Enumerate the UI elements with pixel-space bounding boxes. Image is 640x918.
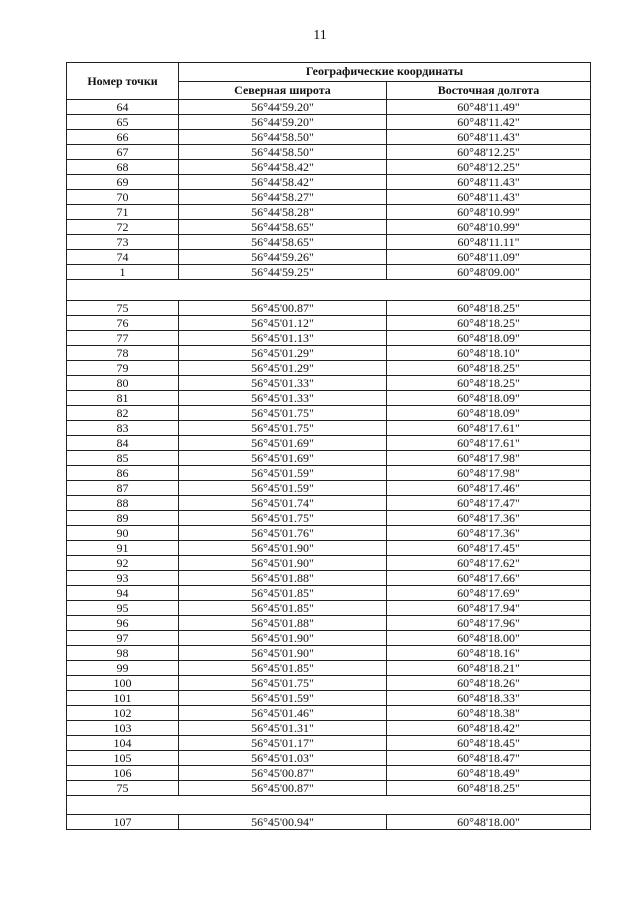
table-row bbox=[67, 526, 591, 541]
longitude-cell: 60°48'11.42" bbox=[387, 115, 591, 130]
point-number-cell: 104 bbox=[67, 736, 179, 751]
longitude-cell: 60°48'18.25" bbox=[387, 781, 591, 796]
longitude-cell: 60°48'11.43" bbox=[387, 175, 591, 190]
table-row bbox=[67, 190, 591, 205]
point-number-cell: 83 bbox=[67, 421, 179, 436]
table-row bbox=[67, 556, 591, 571]
latitude-cell: 56°45'00.87" bbox=[179, 301, 387, 316]
point-number-cell: 102 bbox=[67, 706, 179, 721]
longitude-cell: 60°48'11.49" bbox=[387, 100, 591, 115]
point-number-cell: 96 bbox=[67, 616, 179, 631]
separator-cell bbox=[67, 280, 591, 301]
point-number-cell: 86 bbox=[67, 466, 179, 481]
longitude-cell: 60°48'18.49" bbox=[387, 766, 591, 781]
longitude-cell: 60°48'12.25" bbox=[387, 160, 591, 175]
table-row bbox=[67, 451, 591, 466]
longitude-cell: 60°48'18.00" bbox=[387, 815, 591, 830]
point-number-cell: 66 bbox=[67, 130, 179, 145]
point-number-cell: 89 bbox=[67, 511, 179, 526]
latitude-cell: 56°44'58.50" bbox=[179, 130, 387, 145]
point-number-cell: 70 bbox=[67, 190, 179, 205]
point-number-cell: 90 bbox=[67, 526, 179, 541]
latitude-cell: 56°45'01.29" bbox=[179, 361, 387, 376]
longitude-cell: 60°48'18.45" bbox=[387, 736, 591, 751]
latitude-cell: 56°45'01.75" bbox=[179, 421, 387, 436]
table-row bbox=[67, 175, 591, 190]
latitude-cell: 56°44'59.25" bbox=[179, 265, 387, 280]
point-number-cell: 100 bbox=[67, 676, 179, 691]
longitude-cell: 60°48'17.69" bbox=[387, 586, 591, 601]
latitude-cell: 56°45'01.59" bbox=[179, 481, 387, 496]
table-row bbox=[67, 766, 591, 781]
point-number-cell: 87 bbox=[67, 481, 179, 496]
latitude-cell: 56°45'01.76" bbox=[179, 526, 387, 541]
point-number-cell: 71 bbox=[67, 205, 179, 220]
section-separator bbox=[67, 280, 591, 301]
point-number-cell: 67 bbox=[67, 145, 179, 160]
header-east-longitude: Восточная долгота bbox=[387, 81, 591, 100]
latitude-cell: 56°44'58.42" bbox=[179, 160, 387, 175]
point-number-cell: 107 bbox=[67, 815, 179, 830]
table-row bbox=[67, 661, 591, 676]
table-row bbox=[67, 496, 591, 511]
point-number-cell: 97 bbox=[67, 631, 179, 646]
table-row bbox=[67, 511, 591, 526]
point-number-cell: 99 bbox=[67, 661, 179, 676]
latitude-cell: 56°45'01.75" bbox=[179, 511, 387, 526]
longitude-cell: 60°48'18.33" bbox=[387, 691, 591, 706]
point-number-cell: 81 bbox=[67, 391, 179, 406]
longitude-cell: 60°48'11.43" bbox=[387, 190, 591, 205]
latitude-cell: 56°45'01.90" bbox=[179, 646, 387, 661]
longitude-cell: 60°48'18.38" bbox=[387, 706, 591, 721]
longitude-cell: 60°48'17.46" bbox=[387, 481, 591, 496]
longitude-cell: 60°48'18.16" bbox=[387, 646, 591, 661]
longitude-cell: 60°48'18.21" bbox=[387, 661, 591, 676]
table-row bbox=[67, 721, 591, 736]
longitude-cell: 60°48'18.26" bbox=[387, 676, 591, 691]
point-number-cell: 106 bbox=[67, 766, 179, 781]
point-number-cell: 91 bbox=[67, 541, 179, 556]
table-row bbox=[67, 436, 591, 451]
header-geo-coordinates: Географические координаты bbox=[179, 63, 591, 82]
point-number-cell: 68 bbox=[67, 160, 179, 175]
longitude-cell: 60°48'17.98" bbox=[387, 451, 591, 466]
longitude-cell: 60°48'18.09" bbox=[387, 406, 591, 421]
table-row bbox=[67, 706, 591, 721]
longitude-cell: 60°48'11.43" bbox=[387, 130, 591, 145]
table-row bbox=[67, 316, 591, 331]
coordinates-table bbox=[66, 62, 591, 830]
point-number-cell: 94 bbox=[67, 586, 179, 601]
point-number-cell: 76 bbox=[67, 316, 179, 331]
point-number-cell: 82 bbox=[67, 406, 179, 421]
table-row bbox=[67, 601, 591, 616]
latitude-cell: 56°45'01.88" bbox=[179, 616, 387, 631]
longitude-cell: 60°48'17.45" bbox=[387, 541, 591, 556]
longitude-cell: 60°48'18.09" bbox=[387, 391, 591, 406]
latitude-cell: 56°45'01.03" bbox=[179, 751, 387, 766]
longitude-cell: 60°48'18.42" bbox=[387, 721, 591, 736]
latitude-cell: 56°45'01.33" bbox=[179, 376, 387, 391]
latitude-cell: 56°45'01.85" bbox=[179, 661, 387, 676]
latitude-cell: 56°45'01.88" bbox=[179, 571, 387, 586]
table-row bbox=[67, 130, 591, 145]
latitude-cell: 56°45'01.59" bbox=[179, 466, 387, 481]
latitude-cell: 56°44'58.27" bbox=[179, 190, 387, 205]
latitude-cell: 56°45'01.85" bbox=[179, 586, 387, 601]
table-row bbox=[67, 145, 591, 160]
longitude-cell: 60°48'17.94" bbox=[387, 601, 591, 616]
point-number-cell: 103 bbox=[67, 721, 179, 736]
latitude-cell: 56°45'01.13" bbox=[179, 331, 387, 346]
longitude-cell: 60°48'17.36" bbox=[387, 511, 591, 526]
longitude-cell: 60°48'18.25" bbox=[387, 316, 591, 331]
longitude-cell: 60°48'17.47" bbox=[387, 496, 591, 511]
longitude-cell: 60°48'10.99" bbox=[387, 220, 591, 235]
latitude-cell: 56°45'01.90" bbox=[179, 556, 387, 571]
point-number-cell: 88 bbox=[67, 496, 179, 511]
table-row bbox=[67, 781, 591, 796]
point-number-cell: 78 bbox=[67, 346, 179, 361]
latitude-cell: 56°45'00.87" bbox=[179, 766, 387, 781]
header-point-number: Номер точки bbox=[67, 63, 179, 100]
latitude-cell: 56°45'01.75" bbox=[179, 676, 387, 691]
point-number-cell: 74 bbox=[67, 250, 179, 265]
point-number-cell: 64 bbox=[67, 100, 179, 115]
latitude-cell: 56°45'01.75" bbox=[179, 406, 387, 421]
table-row bbox=[67, 571, 591, 586]
point-number-cell: 75 bbox=[67, 301, 179, 316]
longitude-cell: 60°48'09.00" bbox=[387, 265, 591, 280]
longitude-cell: 60°48'17.61" bbox=[387, 436, 591, 451]
table-row bbox=[67, 631, 591, 646]
point-number-cell: 95 bbox=[67, 601, 179, 616]
table-row bbox=[67, 160, 591, 175]
point-number-cell: 93 bbox=[67, 571, 179, 586]
table-row bbox=[67, 616, 591, 631]
point-number-cell: 79 bbox=[67, 361, 179, 376]
latitude-cell: 56°44'59.20" bbox=[179, 100, 387, 115]
table-row bbox=[67, 250, 591, 265]
latitude-cell: 56°45'01.90" bbox=[179, 631, 387, 646]
latitude-cell: 56°44'59.26" bbox=[179, 250, 387, 265]
table-row bbox=[67, 751, 591, 766]
latitude-cell: 56°45'01.17" bbox=[179, 736, 387, 751]
longitude-cell: 60°48'18.09" bbox=[387, 331, 591, 346]
table-row bbox=[67, 235, 591, 250]
page-number: 11 bbox=[313, 28, 327, 43]
point-number-cell: 73 bbox=[67, 235, 179, 250]
longitude-cell: 60°48'10.99" bbox=[387, 205, 591, 220]
point-number-cell: 69 bbox=[67, 175, 179, 190]
table-row bbox=[67, 376, 591, 391]
table-row bbox=[67, 586, 591, 601]
table-row bbox=[67, 361, 591, 376]
latitude-cell: 56°45'01.74" bbox=[179, 496, 387, 511]
table-header bbox=[67, 63, 591, 100]
longitude-cell: 60°48'17.66" bbox=[387, 571, 591, 586]
latitude-cell: 56°45'01.85" bbox=[179, 601, 387, 616]
longitude-cell: 60°48'18.10" bbox=[387, 346, 591, 361]
longitude-cell: 60°48'17.98" bbox=[387, 466, 591, 481]
latitude-cell: 56°45'01.12" bbox=[179, 316, 387, 331]
table-row bbox=[67, 646, 591, 661]
table-row bbox=[67, 541, 591, 556]
table-row bbox=[67, 815, 591, 830]
point-number-cell: 80 bbox=[67, 376, 179, 391]
header-north-latitude: Северная широта bbox=[179, 81, 387, 100]
latitude-cell: 56°45'00.94" bbox=[179, 815, 387, 830]
longitude-cell: 60°48'18.00" bbox=[387, 631, 591, 646]
latitude-cell: 56°45'01.59" bbox=[179, 691, 387, 706]
point-number-cell: 84 bbox=[67, 436, 179, 451]
latitude-cell: 56°44'58.28" bbox=[179, 205, 387, 220]
latitude-cell: 56°45'01.90" bbox=[179, 541, 387, 556]
latitude-cell: 56°44'58.42" bbox=[179, 175, 387, 190]
longitude-cell: 60°48'17.61" bbox=[387, 421, 591, 436]
point-number-cell: 105 bbox=[67, 751, 179, 766]
point-number-cell: 85 bbox=[67, 451, 179, 466]
table-row bbox=[67, 691, 591, 706]
table-row bbox=[67, 421, 591, 436]
latitude-cell: 56°45'01.33" bbox=[179, 391, 387, 406]
latitude-cell: 56°44'58.65" bbox=[179, 235, 387, 250]
table-row bbox=[67, 736, 591, 751]
longitude-cell: 60°48'17.36" bbox=[387, 526, 591, 541]
table-row bbox=[67, 265, 591, 280]
latitude-cell: 56°45'01.31" bbox=[179, 721, 387, 736]
latitude-cell: 56°45'00.87" bbox=[179, 781, 387, 796]
point-number-cell: 75 bbox=[67, 781, 179, 796]
table-row bbox=[67, 481, 591, 496]
latitude-cell: 56°44'59.20" bbox=[179, 115, 387, 130]
point-number-cell: 72 bbox=[67, 220, 179, 235]
table-row bbox=[67, 205, 591, 220]
longitude-cell: 60°48'18.47" bbox=[387, 751, 591, 766]
table-row bbox=[67, 391, 591, 406]
table-row bbox=[67, 301, 591, 316]
latitude-cell: 56°45'01.29" bbox=[179, 346, 387, 361]
point-number-cell: 1 bbox=[67, 265, 179, 280]
longitude-cell: 60°48'11.09" bbox=[387, 250, 591, 265]
point-number-cell: 77 bbox=[67, 331, 179, 346]
point-number-cell: 98 bbox=[67, 646, 179, 661]
longitude-cell: 60°48'17.62" bbox=[387, 556, 591, 571]
table-row bbox=[67, 331, 591, 346]
longitude-cell: 60°48'17.96" bbox=[387, 616, 591, 631]
section-separator bbox=[67, 796, 591, 815]
longitude-cell: 60°48'18.25" bbox=[387, 301, 591, 316]
table-body bbox=[67, 100, 591, 830]
table-row bbox=[67, 100, 591, 115]
separator-cell bbox=[67, 796, 591, 815]
table-row bbox=[67, 346, 591, 361]
point-number-cell: 92 bbox=[67, 556, 179, 571]
table-row bbox=[67, 676, 591, 691]
table-row bbox=[67, 220, 591, 235]
table-row bbox=[67, 466, 591, 481]
latitude-cell: 56°45'01.69" bbox=[179, 436, 387, 451]
latitude-cell: 56°44'58.65" bbox=[179, 220, 387, 235]
point-number-cell: 65 bbox=[67, 115, 179, 130]
longitude-cell: 60°48'12.25" bbox=[387, 145, 591, 160]
latitude-cell: 56°45'01.69" bbox=[179, 451, 387, 466]
longitude-cell: 60°48'11.11" bbox=[387, 235, 591, 250]
table-row bbox=[67, 115, 591, 130]
table-row bbox=[67, 406, 591, 421]
longitude-cell: 60°48'18.25" bbox=[387, 376, 591, 391]
longitude-cell: 60°48'18.25" bbox=[387, 361, 591, 376]
latitude-cell: 56°45'01.46" bbox=[179, 706, 387, 721]
latitude-cell: 56°44'58.50" bbox=[179, 145, 387, 160]
point-number-cell: 101 bbox=[67, 691, 179, 706]
